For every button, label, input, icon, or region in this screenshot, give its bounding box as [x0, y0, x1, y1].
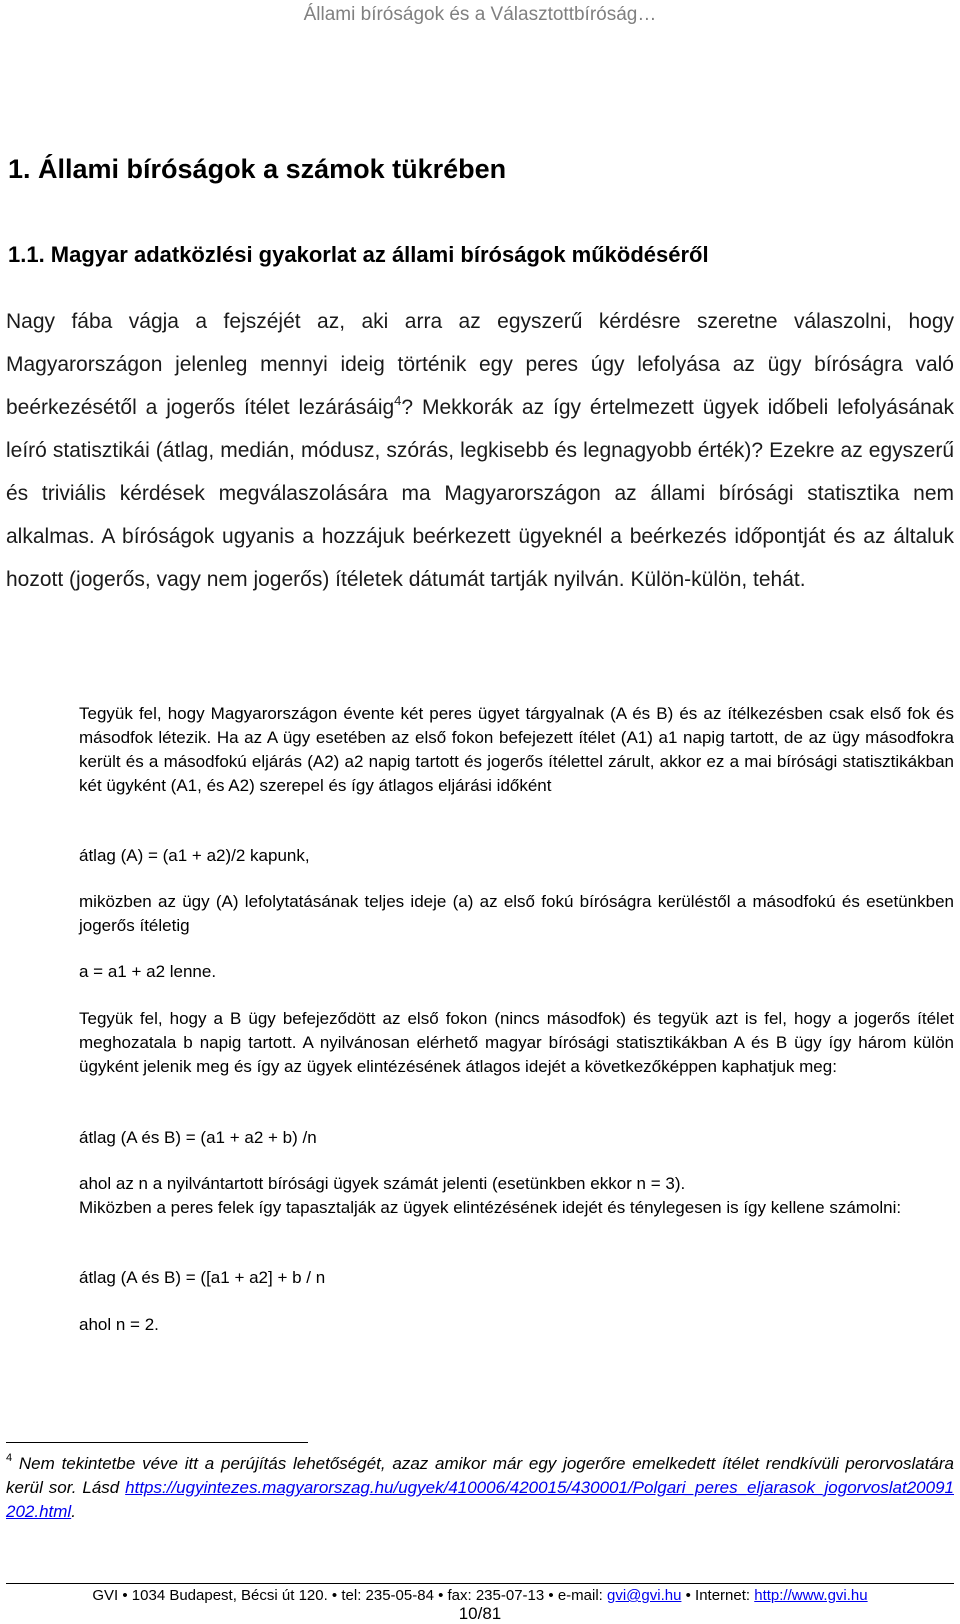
example-paragraph-3: Tegyük fel, hogy a B ügy befejeződött az első fokon (nincs másodfok) és tegyük azt is fel, hogy a jogerős ítélet meghozatala b napig tartott. A nyilvánosan elérhető magyar bírósági statisztikákban A és B ügy így három külön ügyként jelenik meg és így az ügyek elintézésének átlagos idejét a következőképpen kaphatjuk meg:: [79, 1009, 954, 1076]
footnote-text: Nem tekintetbe véve itt a perújítás lehetőségét, azaz amikor már egy jogerőre emelkedett ítélet rendkívüli perorvoslatára kerül sor. Lásd: [6, 1454, 954, 1497]
page-number: 10/81: [458, 1604, 502, 1623]
example-paragraph-2: miközben az ügy (A) lefolytatásának teljes ideje (a) az első fokú bíróságra kerüléstől a másodfokú és esetünkben jogerős ítéletig: [79, 892, 954, 935]
intro-text-end: ? Mekkorák az így értelmezett ügyek időbeli lefolyásának leíró statisztikái (átlag, medián, módusz, szórás, legkisebb és legnagyobb érték)? Ezekre az egyszerű és triviális kérdések megválaszolására ma Magyarországon az állami bírósági statisztika nem alkalmas. A bíróságok ugyanis a hozzájuk beérkezett ügyeknél a beérkezés időpontját és az általuk hozott (jogerős, vagy nem jogerős) ítéletek dátumát tartják nyilván. Külön-külön, tehát.: [6, 396, 954, 591]
example-paragraph-4-line1: ahol az n a nyilvántartott bírósági ügyek számát jelenti (esetünkben ekkor n = 3).: [79, 1174, 686, 1193]
footer-separator: [6, 1583, 954, 1584]
formula-average-ab-n2: átlag (A és B) = ([a1 + a2] + b / n: [79, 1268, 326, 1287]
formula-a-total: a = a1 + a2 lenne.: [79, 962, 217, 981]
footer-address: GVI • 1034 Budapest, Bécsi út 120. • tel: 235-05-84 • fax: 235-07-13 • e-mail:: [92, 1587, 607, 1604]
footnote-link[interactable]: https://ugyintezes.magyarorszag.hu/ugyek/410006/420015/430001/Polgari_peres_eljarasok_jogorvoslat20091202.html: [6, 1478, 954, 1521]
footnote-reference[interactable]: 4: [394, 393, 402, 408]
footnote-4: [6, 1452, 954, 1524]
footer-internet-label: • Internet:: [681, 1587, 755, 1604]
intro-text-start: Nagy fába vágja a fejszéjét az, aki arra az egyszerű kérdésre szeretne válaszolni, hogy Magyarországon jelenleg mennyi ideig történik egy peres úgy lefolyása az ügy bíróságra való beérkezésétől a jogerős ítélet lezárásáig: [6, 310, 954, 419]
example-paragraph-4: [79, 1172, 954, 1220]
intro-paragraph: [6, 300, 954, 601]
footnote-end: .: [71, 1502, 76, 1521]
example-paragraph-5: ahol n = 2.: [79, 1315, 159, 1334]
example-paragraph-4-line2: Miközben a peres felek így tapasztalják az ügyek elintézésének idejét és ténylegesen is így kellene számolni:: [79, 1198, 902, 1217]
footer-contact: [0, 1587, 960, 1604]
footnote-number: 4: [6, 1452, 13, 1464]
chapter-title: 1. Állami bíróságok a számok tükrében: [8, 154, 507, 184]
footer-website-link[interactable]: http://www.gvi.hu: [754, 1587, 868, 1604]
footnote-separator: [6, 1442, 308, 1443]
footer-email-link[interactable]: gvi@gvi.hu: [607, 1587, 682, 1604]
section-title: 1.1. Magyar adatközlési gyakorlat az állami bíróságok működéséről: [8, 242, 709, 267]
formula-average-a: átlag (A) = (a1 + a2)/2 kapunk,: [79, 846, 310, 865]
formula-average-ab-n3: átlag (A és B) = (a1 + a2 + b) /n: [79, 1128, 317, 1147]
running-header: Állami bíróságok és a Választottbíróság…: [303, 4, 657, 25]
example-paragraph-1: Tegyük fel, hogy Magyarországon évente két peres ügyet tárgyalnak (A és B) és az ítélkezésben csak első fok és másodfok létezik. Ha az A ügy esetében az első fokon befejezett ítélet (A1) a1 napig tartott, de az ügy másodfokra került és a másodfokú eljárás (A2) a2 napig tartott és jogerős ítélettel zárult, akkor ez a mai bírósági statisztikákban két ügyként (A1, és A2) szerepel és így átlagos eljárási időként: [79, 704, 954, 795]
